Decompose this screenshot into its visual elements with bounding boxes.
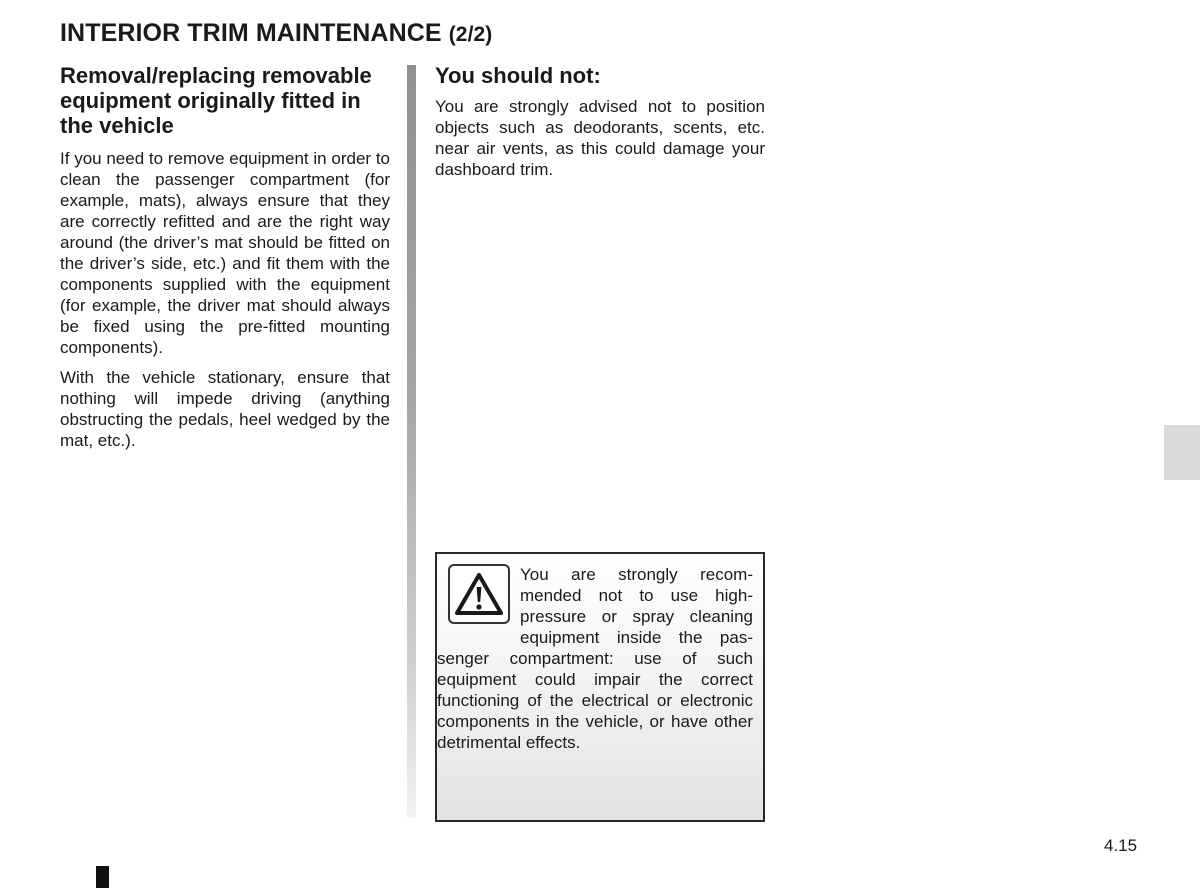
warning-triangle-icon [448,564,510,624]
section-heading-removal: Removal/replacing removable equipment originally fitted in the vehicle [60,63,372,138]
section-thumb-tab [1164,425,1200,480]
page-title-part: (2/2) [448,23,493,46]
corner-mark [96,866,109,888]
right-column [435,63,765,189]
page-number: 4.15 [1104,836,1138,855]
warning-box [435,552,765,822]
page-title [60,19,492,48]
left-column [60,63,390,460]
page-title-text: INTERIOR TRIM MAINTENANCE [60,19,442,47]
warning-text: You are strongly recommended not to use high-pressure or spray cleaning equipment inside the passenger compartment: use of such equipment could impair the correct functioning of the electrical or electronic components in the vehicle, or have other detrimental effects. [437,565,753,752]
column-divider [407,65,416,818]
section-heading-should-not: You should not: [435,63,601,88]
should-not-paragraph: You are strongly advised not to position objects such as deodorants, scents, etc. near air vents, as this could damage your dashboard trim. [435,97,765,179]
removal-paragraph-2: With the vehicle stationary, ensure that nothing will impede driving (anything obstructing the pedals, heel wedged by the mat, etc.). [60,368,390,450]
removal-paragraph-1: If you need to remove equipment in order to clean the passenger compartment (for example, mats), always ensure that they are correctly refitted and are the right way around (the driver’s mat should be fitted on the driver’s side, etc.) and fit them with the components supplied with the equipment (for example, the driver mat should always be fixed using the pre-fitted mounting components). [60,149,390,357]
